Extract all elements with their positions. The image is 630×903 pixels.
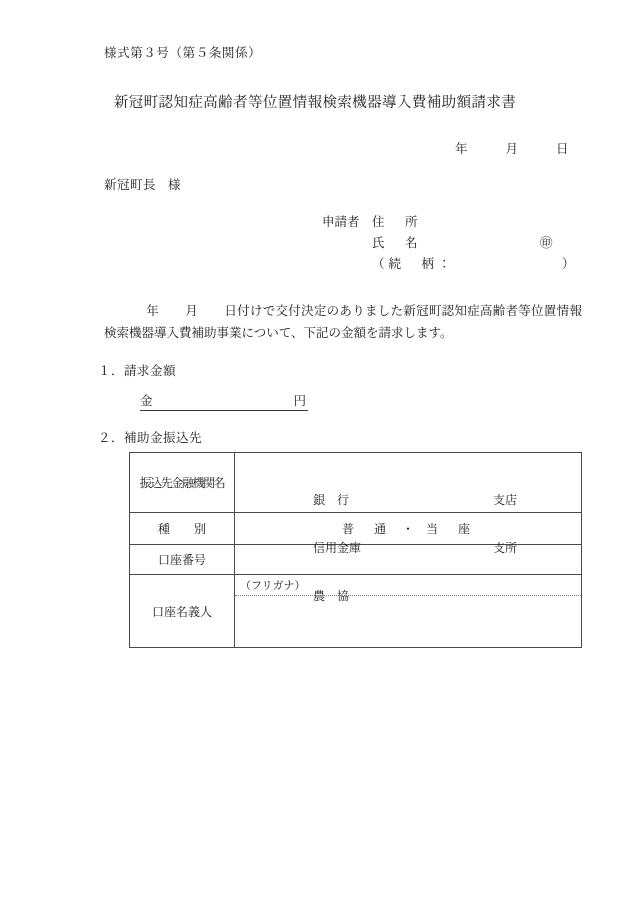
date-month-label: 月: [505, 141, 519, 156]
applicant-address-label: 住 所: [372, 214, 422, 229]
account-type-option-futsu[interactable]: 普 通: [341, 522, 390, 536]
addressee-name: 新冠町長: [104, 177, 157, 192]
furigana-label: （フリガナ）: [240, 579, 306, 592]
body-month-label: 月: [185, 303, 199, 318]
branch-option-shisho[interactable]: 支所: [493, 541, 518, 555]
account-number-label-cell: [130, 545, 235, 575]
account-type-options: [235, 520, 581, 537]
body-line2: 機器導入費補助事業について、下記の金額を請求します。: [129, 325, 453, 340]
account-holder-value-cell[interactable]: [235, 575, 582, 648]
branch-option-shiten[interactable]: 支店: [493, 493, 518, 507]
date-day-label: 日: [556, 141, 569, 156]
institution-option-nokyo[interactable]: 農 協: [313, 589, 350, 603]
table-row-account-holder: [130, 575, 582, 648]
table-row-institution: [130, 453, 582, 513]
section-2-number: ２．: [98, 430, 125, 445]
bank-transfer-table: [129, 452, 582, 648]
section-1-heading: [98, 361, 176, 379]
account-number-value-cell[interactable]: [235, 545, 582, 575]
section-2-heading: [98, 428, 202, 446]
addressee-honorific: 様: [168, 177, 182, 192]
applicant-address-row: [322, 211, 455, 232]
account-holder-inner: [235, 575, 581, 647]
account-type-option-toza[interactable]: 当 座: [426, 522, 475, 536]
furigana-divider: [235, 595, 581, 596]
applicant-name-label: 氏 名: [372, 235, 422, 250]
account-type-label: 種 別: [157, 522, 212, 536]
addressee: [104, 175, 181, 193]
seal-icon: ㊞: [540, 235, 553, 250]
account-type-value-cell[interactable]: [235, 513, 582, 545]
amount-prefix: 金: [140, 393, 153, 408]
section-1-label: 請求金額: [124, 363, 177, 378]
institution-option-shinkin[interactable]: 信用金庫: [313, 541, 362, 555]
institution-label-cell: [130, 453, 235, 513]
account-number-label: 口座番号: [157, 553, 206, 567]
institution-label: 振込先金融機関名: [139, 476, 225, 490]
applicant-lead-label: 申請者: [322, 214, 360, 229]
table-row-account-number: [130, 545, 582, 575]
table-row-account-type: [130, 513, 582, 545]
section-2-label: 補助金振込先: [124, 430, 203, 445]
account-type-label-cell: [130, 513, 235, 545]
applicant-block: [322, 211, 575, 274]
body-line1-rest: 日付けで交付決定のありました新冠町認知症高齢者等位置情報検索: [104, 303, 582, 340]
claim-amount-field[interactable]: [140, 391, 308, 411]
account-holder-label: 口座名義人: [151, 604, 212, 619]
applicant-relation-row: [322, 253, 575, 274]
page-title: 新冠町認知症高齢者等位置情報検索機器導入費補助額請求書: [113, 95, 517, 111]
date-line: [455, 139, 569, 157]
section-1-number: １．: [98, 363, 125, 378]
applicant-relation-close: ）: [562, 256, 575, 271]
account-type-separator: ・: [401, 522, 414, 536]
body-year-label: 年: [146, 303, 160, 318]
applicant-relation-label: （続 柄：: [372, 256, 455, 271]
applicant-name-row: [322, 232, 553, 253]
amount-suffix: 円: [293, 393, 306, 408]
form-number: 様式第３号（第５条関係）: [104, 45, 262, 60]
account-holder-label-cell: [130, 575, 235, 648]
body-paragraph: [104, 300, 582, 344]
date-year-label: 年: [455, 141, 468, 156]
institution-option-bank[interactable]: 銀 行: [313, 493, 350, 507]
